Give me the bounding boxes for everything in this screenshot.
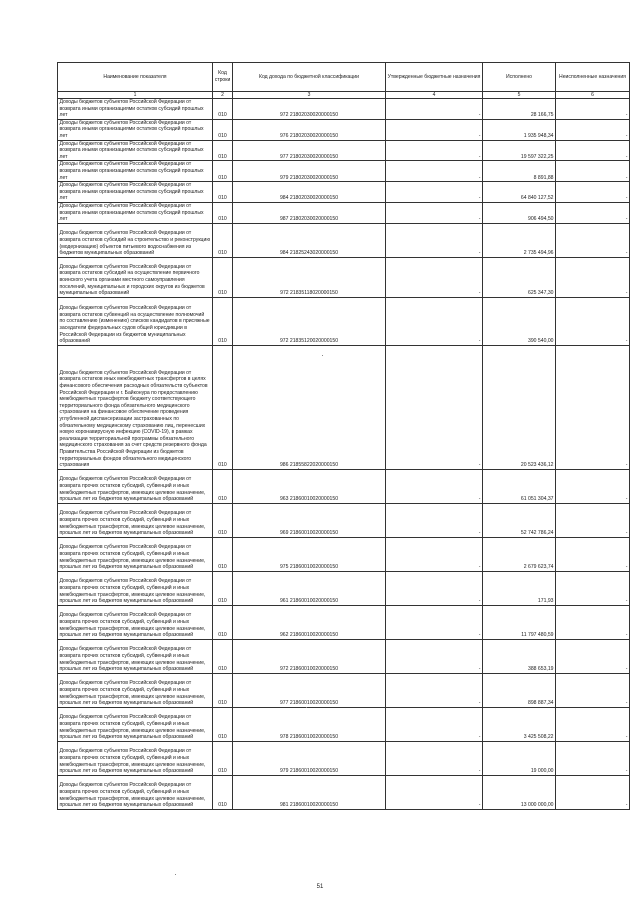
- row-name: Доходы бюджетов субъектов Российской Федерации от возврата прочих остатков субсидий, субвенций и иных межбюджетных трансфертов, имеющих целевое назначение, прошлых лет из бюджетов муниципальных образований: [58, 639, 213, 673]
- row-code: 010: [213, 775, 233, 809]
- row-name: Доходы бюджетов субъектов Российской Федерации от возврата прочих остатков субсидий, субвенций и иных межбюджетных трансфертов, имеющих целевое назначение, прошлых лет из бюджетов муниципальных образований: [58, 707, 213, 741]
- row-kbk: 986 21855822020000150: [233, 345, 386, 469]
- row-approved: -: [386, 571, 483, 605]
- row-approved: -: [386, 469, 483, 503]
- header-kbk: Код дохода по бюджетной классификации: [233, 63, 386, 92]
- row-kbk: 984 21802030020000150: [233, 182, 386, 203]
- row-executed: 61 051 304,37: [483, 469, 556, 503]
- row-code: 010: [213, 202, 233, 223]
- row-approved: -: [386, 775, 483, 809]
- row-unexecuted: -: [556, 140, 630, 161]
- row-approved: -: [386, 707, 483, 741]
- row-kbk: 979 21860010020000150: [233, 741, 386, 775]
- scan-speck: [175, 874, 176, 875]
- row-name: Доходы бюджетов субъектов Российской Федерации от возврата остатков иных межбюджетных трансфертов в целях финансового обеспечения расходных обязательств субъектов Российской Федерации и г. Байконура по предоставлению межбюджетных трансфертов бюджету соответствующего территориального фонда обязательного медицинского страхования на финансовое обеспечение проведения углубленной диспансеризации застрахованных по обязательному медицинскому страхованию лиц, перенесших новую коронавирусную инфекцию (COVID-19), в рамках реализации территориальной программы обязательного медицинского страхования за счет средств резервного фонда Правительства Российской Федерации из бюджетов территориальных фондов обязательного медицинского страхования: [58, 345, 213, 469]
- row-name: Доходы бюджетов субъектов Российской Федерации от возврата прочих остатков субсидий, субвенций и иных межбюджетных трансфертов, имеющих целевое назначение, прошлых лет из бюджетов муниципальных образований: [58, 775, 213, 809]
- row-executed: 11 797 480,59: [483, 605, 556, 639]
- row-approved: -: [386, 503, 483, 537]
- row-approved: -: [386, 223, 483, 257]
- page-number: 51: [316, 884, 324, 890]
- row-unexecuted: -: [556, 537, 630, 571]
- row-executed: 1 935 948,34: [483, 119, 556, 140]
- row-code: 010: [213, 99, 233, 120]
- row-name: Доходы бюджетов субъектов Российской Федерации от возврата остатков субсидий на строительство и реконструкцию (модернизацию) объектов питьевого водоснабжения из бюджетов муниципальных образований: [58, 223, 213, 257]
- row-unexecuted: -: [556, 673, 630, 707]
- col-number: 3: [233, 92, 386, 99]
- row-kbk: 961 21860010020000150: [233, 571, 386, 605]
- row-code: 010: [213, 140, 233, 161]
- row-kbk: 972 21835118020000150: [233, 257, 386, 297]
- row-unexecuted: -: [556, 182, 630, 203]
- col-number: 6: [556, 92, 630, 99]
- row-name: Доходы бюджетов субъектов Российской Федерации от возврата остатков субсидий на осуществление первичного воинского учета органами местного самоуправления поселений, муниципальных и городских округов из бюджетов муниципальных образований: [58, 257, 213, 297]
- table-row: [58, 223, 630, 257]
- row-approved: -: [386, 182, 483, 203]
- row-code: 010: [213, 119, 233, 140]
- row-approved: -: [386, 639, 483, 673]
- row-code: 010: [213, 469, 233, 503]
- row-code: 010: [213, 503, 233, 537]
- row-unexecuted: -: [556, 161, 630, 182]
- header-executed: Исполнено: [483, 63, 556, 92]
- row-executed: 898 887,34: [483, 673, 556, 707]
- col-number: 1: [58, 92, 213, 99]
- table-row: [58, 202, 630, 223]
- row-kbk: 984 21825243020000150: [233, 223, 386, 257]
- row-name: Доходы бюджетов субъектов Российской Федерации от возврата прочих остатков субсидий, субвенций и иных межбюджетных трансфертов, имеющих целевое назначение, прошлых лет из бюджетов муниципальных образований: [58, 673, 213, 707]
- row-code: 010: [213, 182, 233, 203]
- row-kbk: 975 21860010020000150: [233, 537, 386, 571]
- row-approved: -: [386, 161, 483, 182]
- row-approved: -: [386, 140, 483, 161]
- row-unexecuted: -: [556, 202, 630, 223]
- col-number: 5: [483, 92, 556, 99]
- table-row: [58, 639, 630, 673]
- header-row: [58, 63, 630, 92]
- table-row: [58, 161, 630, 182]
- row-kbk: 962 21860010020000150: [233, 605, 386, 639]
- row-code: 010: [213, 223, 233, 257]
- row-code: 010: [213, 741, 233, 775]
- table-row: [58, 605, 630, 639]
- row-unexecuted: -: [556, 639, 630, 673]
- row-name: Доходы бюджетов субъектов Российской Федерации от возврата иными организациями остатков субсидий прошлых лет: [58, 161, 213, 182]
- col-number: 4: [386, 92, 483, 99]
- row-kbk: 978 21860010020000150: [233, 707, 386, 741]
- row-kbk: 979 21802030020000150: [233, 161, 386, 182]
- row-kbk: 977 21802030020000150: [233, 140, 386, 161]
- row-name: Доходы бюджетов субъектов Российской Федерации от возврата прочих остатков субсидий, субвенций и иных межбюджетных трансфертов, имеющих целевое назначение, прошлых лет из бюджетов муниципальных образований: [58, 469, 213, 503]
- row-executed: 3 425 508,22: [483, 707, 556, 741]
- table-row: [58, 119, 630, 140]
- row-executed: 2 679 623,74: [483, 537, 556, 571]
- row-unexecuted: -: [556, 119, 630, 140]
- row-approved: -: [386, 297, 483, 345]
- row-kbk: 972 21860010020000150: [233, 639, 386, 673]
- row-kbk: 972 21835120020000150: [233, 297, 386, 345]
- row-approved: -: [386, 257, 483, 297]
- row-code: 010: [213, 571, 233, 605]
- row-name: Доходы бюджетов субъектов Российской Федерации от возврата иными организациями остатков субсидий прошлых лет: [58, 182, 213, 203]
- row-executed: 19 000,00: [483, 741, 556, 775]
- row-approved: -: [386, 99, 483, 120]
- table-row: [58, 257, 630, 297]
- table-row: [58, 140, 630, 161]
- row-unexecuted: -: [556, 503, 630, 537]
- row-code: 010: [213, 161, 233, 182]
- row-code: 010: [213, 605, 233, 639]
- row-approved: -: [386, 741, 483, 775]
- row-code: 010: [213, 673, 233, 707]
- row-name: Доходы бюджетов субъектов Российской Федерации от возврата иными организациями остатков субсидий прошлых лет: [58, 119, 213, 140]
- row-name: Доходы бюджетов субъектов Российской Федерации от возврата прочих остатков субсидий, субвенций и иных межбюджетных трансфертов, имеющих целевое назначение, прошлых лет из бюджетов муниципальных образований: [58, 571, 213, 605]
- row-approved: -: [386, 673, 483, 707]
- col-number: 2: [213, 92, 233, 99]
- row-kbk: 969 21860010020000150: [233, 503, 386, 537]
- table-row: [58, 571, 630, 605]
- row-unexecuted: -: [556, 707, 630, 741]
- row-name: Доходы бюджетов субъектов Российской Федерации от возврата иными организациями остатков субсидий прошлых лет: [58, 99, 213, 120]
- row-approved: -: [386, 345, 483, 469]
- row-unexecuted: -: [556, 741, 630, 775]
- table-row: [58, 775, 630, 809]
- report-table: [57, 62, 630, 810]
- row-name: Доходы бюджетов субъектов Российской Федерации от возврата иными организациями остатков субсидий прошлых лет: [58, 202, 213, 223]
- table-row: [58, 469, 630, 503]
- row-approved: -: [386, 605, 483, 639]
- table-row: [58, 707, 630, 741]
- table-row: [58, 297, 630, 345]
- row-executed: 64 840 127,52: [483, 182, 556, 203]
- row-executed: 28 166,75: [483, 99, 556, 120]
- row-name: Доходы бюджетов субъектов Российской Федерации от возврата остатков субвенций на осуществление полномочий по составлению (изменению) списков кандидатов в присяжные заседатели федеральных судов общей юрисдикции в Российской Федерации из бюджетов муниципальных образований: [58, 297, 213, 345]
- row-unexecuted: -: [556, 345, 630, 469]
- row-kbk: 963 21860010020000150: [233, 469, 386, 503]
- row-name: Доходы бюджетов субъектов Российской Федерации от возврата прочих остатков субсидий, субвенций и иных межбюджетных трансфертов, имеющих целевое назначение, прошлых лет из бюджетов муниципальных образований: [58, 537, 213, 571]
- row-executed: 52 742 786,24: [483, 503, 556, 537]
- row-unexecuted: -: [556, 257, 630, 297]
- header-name: Наименование показателя: [58, 63, 213, 92]
- row-kbk: 981 21860010020000150: [233, 775, 386, 809]
- row-executed: 20 523 436,12: [483, 345, 556, 469]
- row-executed: 906 494,50: [483, 202, 556, 223]
- row-executed: 13 000 000,00: [483, 775, 556, 809]
- row-kbk: 972 21802030020000150: [233, 99, 386, 120]
- row-kbk: 976 21802030020000150: [233, 119, 386, 140]
- row-executed: 388 653,19: [483, 639, 556, 673]
- row-name: Доходы бюджетов субъектов Российской Федерации от возврата прочих остатков субсидий, субвенций и иных межбюджетных трансфертов, имеющих целевое назначение, прошлых лет из бюджетов муниципальных образований: [58, 503, 213, 537]
- row-executed: 171,93: [483, 571, 556, 605]
- row-code: 010: [213, 639, 233, 673]
- row-executed: 19 597 322,25: [483, 140, 556, 161]
- row-unexecuted: -: [556, 469, 630, 503]
- scan-speck: [306, 707, 307, 708]
- table-row: [58, 741, 630, 775]
- row-name: Доходы бюджетов субъектов Российской Федерации от возврата иными организациями остатков субсидий прошлых лет: [58, 140, 213, 161]
- row-unexecuted: -: [556, 571, 630, 605]
- row-unexecuted: -: [556, 297, 630, 345]
- row-kbk: 987 21802030020000150: [233, 202, 386, 223]
- row-unexecuted: -: [556, 99, 630, 120]
- row-code: 010: [213, 345, 233, 469]
- row-executed: 2 735 494,96: [483, 223, 556, 257]
- table-row: [58, 673, 630, 707]
- header-approved: Утвержденные бюджетные назначения: [386, 63, 483, 92]
- row-approved: -: [386, 202, 483, 223]
- scan-speck: [322, 355, 323, 356]
- table-row: [58, 182, 630, 203]
- row-name: Доходы бюджетов субъектов Российской Федерации от возврата прочих остатков субсидий, субвенций и иных межбюджетных трансфертов, имеющих целевое назначение, прошлых лет из бюджетов муниципальных образований: [58, 605, 213, 639]
- table-row: [58, 99, 630, 120]
- table-row: [58, 537, 630, 571]
- table-row: [58, 503, 630, 537]
- row-unexecuted: -: [556, 605, 630, 639]
- row-executed: 625 347,30: [483, 257, 556, 297]
- row-code: 010: [213, 707, 233, 741]
- header-code: Код строки: [213, 63, 233, 92]
- column-number-row: [58, 92, 630, 99]
- row-executed: 8 891,88: [483, 161, 556, 182]
- row-code: 010: [213, 297, 233, 345]
- header-unexecuted: Неисполненные назначения: [556, 63, 630, 92]
- row-code: 010: [213, 537, 233, 571]
- scan-speck: [298, 468, 299, 469]
- row-unexecuted: -: [556, 775, 630, 809]
- table-row: [58, 345, 630, 469]
- row-code: 010: [213, 257, 233, 297]
- row-name: Доходы бюджетов субъектов Российской Федерации от возврата прочих остатков субсидий, субвенций и иных межбюджетных трансфертов, имеющих целевое назначение, прошлых лет из бюджетов муниципальных образований: [58, 741, 213, 775]
- row-approved: -: [386, 119, 483, 140]
- row-approved: -: [386, 537, 483, 571]
- row-kbk: 977 21860010020000150: [233, 673, 386, 707]
- row-unexecuted: -: [556, 223, 630, 257]
- row-executed: 390 540,00: [483, 297, 556, 345]
